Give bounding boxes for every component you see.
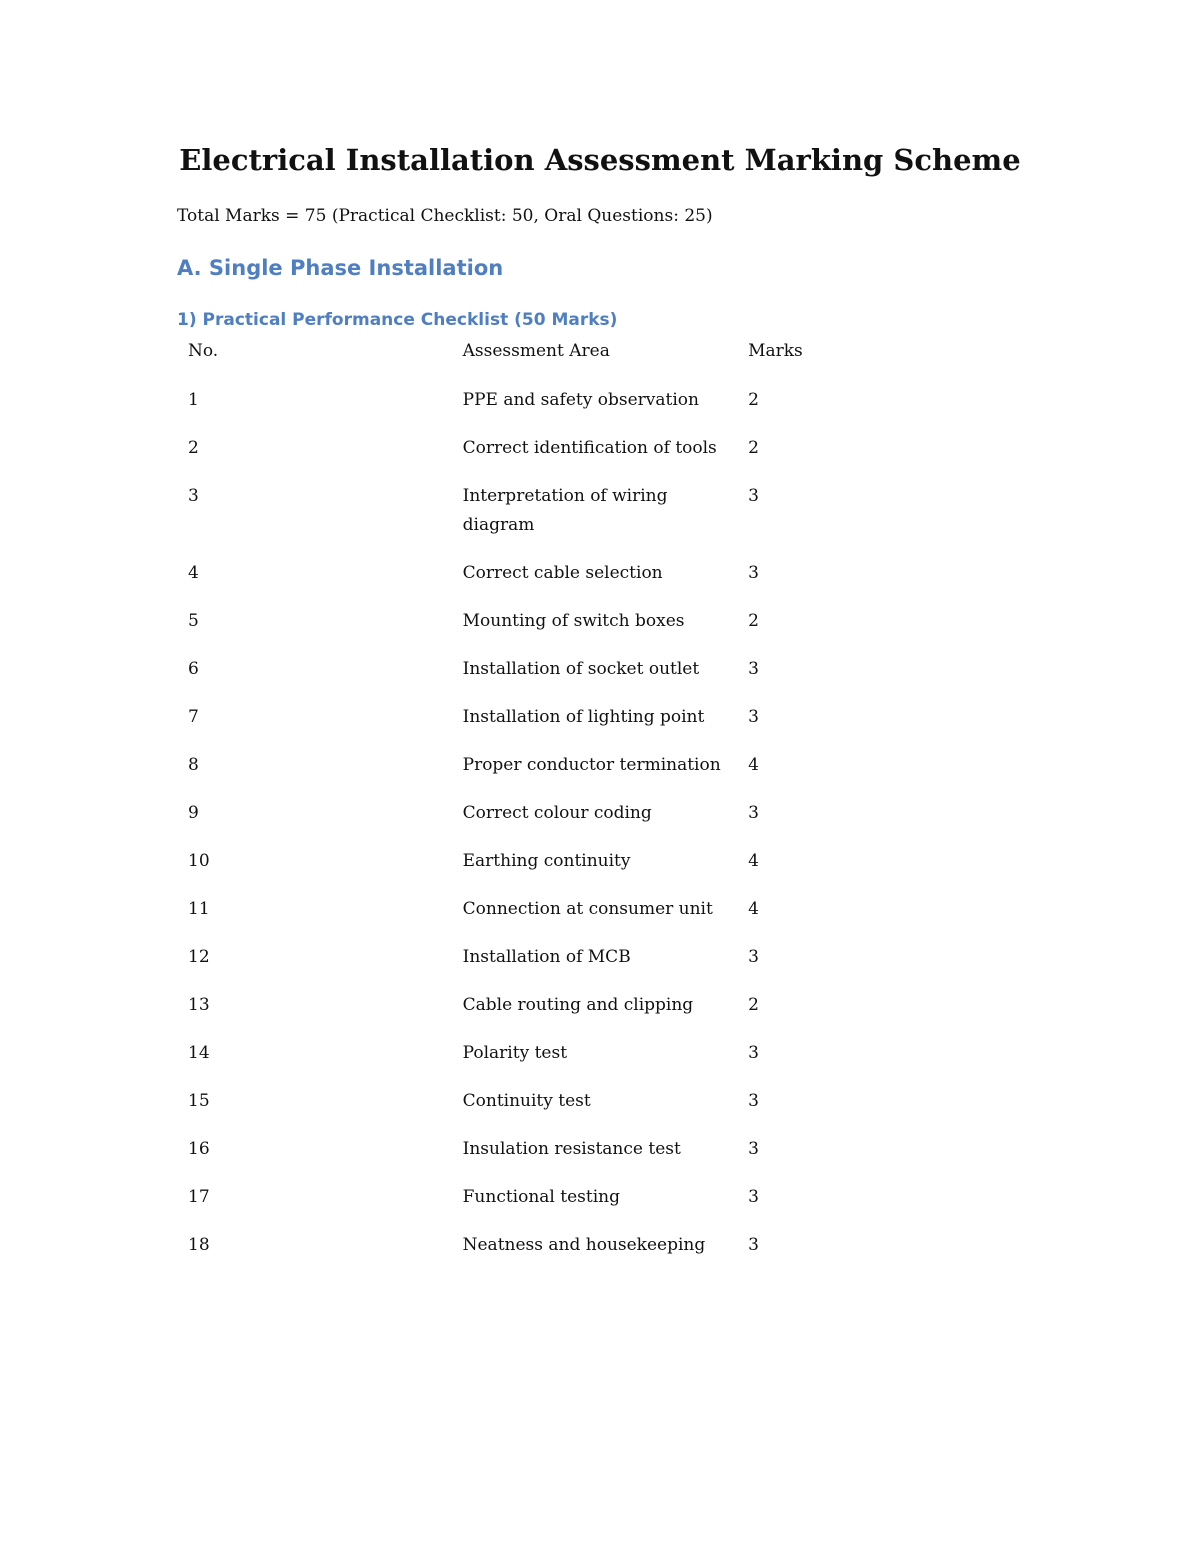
column-header-assessment-area: Assessment Area [462, 341, 610, 361]
table-row [177, 482, 837, 559]
table-row [177, 607, 837, 655]
row-marks: 4 [748, 851, 759, 871]
row-assessment-area: Insulation resistance test [462, 1139, 681, 1159]
row-marks: 2 [748, 390, 759, 410]
table-row [177, 751, 837, 799]
row-marks: 4 [748, 899, 759, 919]
row-assessment-area: Installation of lighting point [462, 707, 705, 727]
row-assessment-area: Proper conductor termination [462, 755, 721, 775]
row-marks: 3 [748, 707, 759, 727]
row-number: 6 [188, 659, 199, 679]
page-title: Electrical Installation Assessment Marking Scheme [179, 143, 1021, 177]
row-number: 12 [188, 947, 210, 967]
row-number: 8 [188, 755, 199, 775]
column-header-marks: Marks [748, 341, 803, 361]
row-marks: 2 [748, 438, 759, 458]
row-marks: 2 [748, 611, 759, 631]
row-number: 10 [188, 851, 210, 871]
row-marks: 3 [748, 1235, 759, 1255]
row-assessment-area: Mounting of switch boxes [462, 611, 685, 631]
row-number: 11 [188, 899, 210, 919]
row-marks: 4 [748, 755, 759, 775]
row-assessment-area: Correct identification of tools [462, 438, 717, 458]
table-row [177, 703, 837, 751]
row-marks: 3 [748, 486, 759, 506]
row-number: 18 [188, 1235, 210, 1255]
row-marks: 2 [748, 995, 759, 1015]
row-assessment-area: Installation of MCB [462, 947, 631, 967]
row-number: 9 [188, 803, 199, 823]
row-number: 2 [188, 438, 199, 458]
table-body [177, 386, 837, 1279]
row-marks: 3 [748, 563, 759, 583]
table-row [177, 1039, 837, 1087]
row-marks: 3 [748, 659, 759, 679]
row-number: 5 [188, 611, 199, 631]
table-row [177, 655, 837, 703]
row-assessment-area: Earthing continuity [462, 851, 631, 871]
row-assessment-area: Polarity test [462, 1043, 568, 1063]
total-marks-text: Total Marks = 75 (Practical Checklist: 50, Oral Questions: 25) [177, 206, 713, 226]
table-row [177, 799, 837, 847]
table-row [177, 1183, 837, 1231]
table-row [177, 559, 837, 607]
row-marks: 3 [748, 1043, 759, 1063]
row-assessment-area: Neatness and housekeeping [462, 1235, 706, 1255]
row-number: 14 [188, 1043, 210, 1063]
row-number: 13 [188, 995, 210, 1015]
row-assessment-area: Interpretation of wiring diagram [462, 486, 668, 535]
row-number: 16 [188, 1139, 210, 1159]
row-assessment-area: PPE and safety observation [462, 390, 699, 410]
table-row [177, 895, 837, 943]
row-assessment-area: Cable routing and clipping [462, 995, 694, 1015]
table-row [177, 1135, 837, 1183]
row-marks: 3 [748, 947, 759, 967]
row-number: 4 [188, 563, 199, 583]
row-assessment-area: Correct colour coding [462, 803, 652, 823]
row-assessment-area: Correct cable selection [462, 563, 663, 583]
table-row [177, 943, 837, 991]
row-number: 7 [188, 707, 199, 727]
row-marks: 3 [748, 1091, 759, 1111]
row-assessment-area: Functional testing [462, 1187, 620, 1207]
checklist-table [177, 337, 837, 1279]
table-row [177, 991, 837, 1039]
table-row [177, 434, 837, 482]
row-assessment-area: Connection at consumer unit [462, 899, 713, 919]
table-row [177, 847, 837, 895]
section-heading: A. Single Phase Installation [177, 256, 504, 280]
row-number: 1 [188, 390, 199, 410]
row-number: 15 [188, 1091, 210, 1111]
row-marks: 3 [748, 803, 759, 823]
row-marks: 3 [748, 1139, 759, 1159]
table-row [177, 386, 837, 434]
row-number: 3 [188, 486, 199, 506]
table-row [177, 1087, 837, 1135]
checklist-heading: 1) Practical Performance Checklist (50 Marks) [177, 310, 618, 330]
table-header-row [177, 337, 837, 386]
row-assessment-area: Continuity test [462, 1091, 591, 1111]
row-marks: 3 [748, 1187, 759, 1207]
row-assessment-area: Installation of socket outlet [462, 659, 700, 679]
table-row [177, 1231, 837, 1279]
column-header-no: No. [188, 341, 219, 361]
row-number: 17 [188, 1187, 210, 1207]
